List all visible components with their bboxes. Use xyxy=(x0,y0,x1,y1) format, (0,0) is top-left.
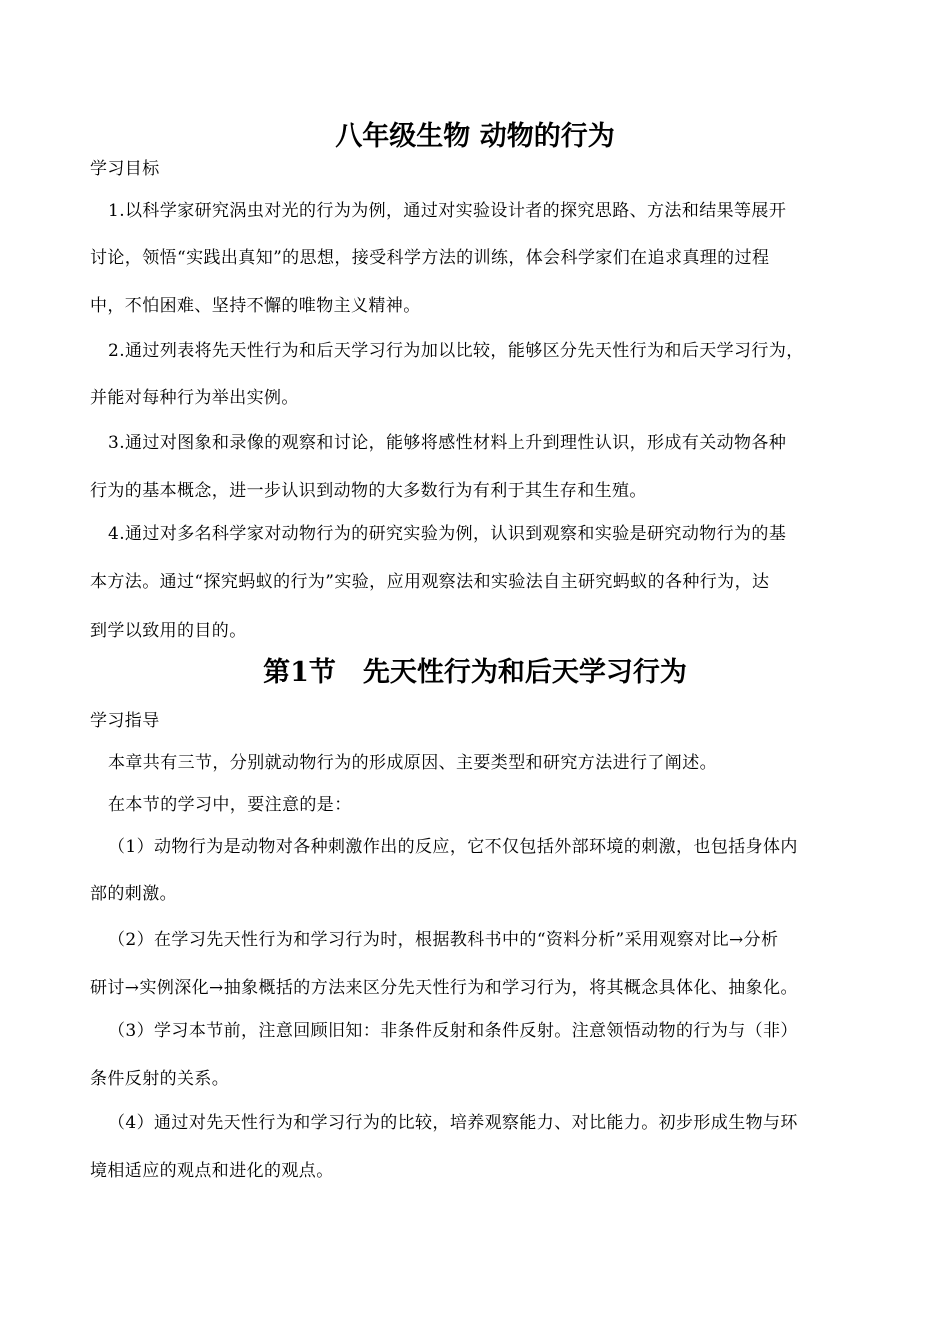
objective-1-line-3: 中，不怕困难、坚持不懈的唯物主义精神。 xyxy=(90,296,421,316)
objective-4-line-1: 4.通过对多名科学家对动物行为的研究实验为例，认识到观察和实验是研究动物行为的基 xyxy=(108,524,787,544)
objective-4-line-2: 本方法。通过“探究蚂蚁的行为”实验，应用观察法和实验法自主研究蚂蚁的各种行为，达 xyxy=(90,572,770,592)
objective-3-line-1: 3.通过对图象和录像的观察和讨论，能够将感性材料上升到理性认识，形成有关动物各种 xyxy=(108,433,787,453)
note-1-line-1: （1）动物行为是动物对各种刺激作出的反应，它不仅包括外部环境的刺激，也包括身体内 xyxy=(108,837,798,857)
note-1-line-2: 部的刺激。 xyxy=(90,884,177,904)
note-3-line-2: 条件反射的关系。 xyxy=(90,1069,230,1089)
notes-lead: 在本节的学习中，要注意的是： xyxy=(108,795,352,815)
note-2-line-2: 研讨→实例深化→抽象概括的方法来区分先天性行为和学习行为，将其概念具体化、抽象化。 xyxy=(90,978,798,998)
guide-label: 学习指导 xyxy=(90,711,160,731)
objective-3-line-2: 行为的基本概念，进一步认识到动物的大多数行为有利于其生存和生殖。 xyxy=(90,481,647,501)
document-title: 八年级生物 动物的行为 xyxy=(335,121,615,152)
objective-2-line-1: 2.通过列表将先天性行为和后天学习行为加以比较，能够区分先天性行为和后天学习行为， xyxy=(108,341,804,361)
objective-4-line-3: 到学以致用的目的。 xyxy=(90,621,247,641)
note-4-line-1: （4）通过对先天性行为和学习行为的比较，培养观察能力、对比能力。初步形成生物与环 xyxy=(108,1113,798,1133)
note-3-line-1: （3）学习本节前，注意回顾旧知：非条件反射和条件反射。注意领悟动物的行为与（非） xyxy=(108,1021,798,1041)
chapter-intro: 本章共有三节，分别就动物行为的形成原因、主要类型和研究方法进行了阐述。 xyxy=(108,753,717,773)
note-4-line-2: 境相适应的观点和进化的观点。 xyxy=(90,1161,334,1181)
objective-1-line-2: 讨论，领悟“实践出真知”的思想，接受科学方法的训练，体会科学家们在追求真理的过程 xyxy=(90,248,770,268)
note-2-line-1: （2）在学习先天性行为和学习行为时，根据教科书中的“资料分析”采用观察对比→分析 xyxy=(108,930,779,950)
section-title: 第1节 先天性行为和后天学习行为 xyxy=(263,657,687,688)
objective-2-line-2: 并能对每种行为举出实例。 xyxy=(90,388,299,408)
objective-1-line-1: 1.以科学家研究涡虫对光的行为为例，通过对实验设计者的探究思路、方法和结果等展开 xyxy=(108,201,787,221)
objectives-label: 学习目标 xyxy=(90,159,160,179)
